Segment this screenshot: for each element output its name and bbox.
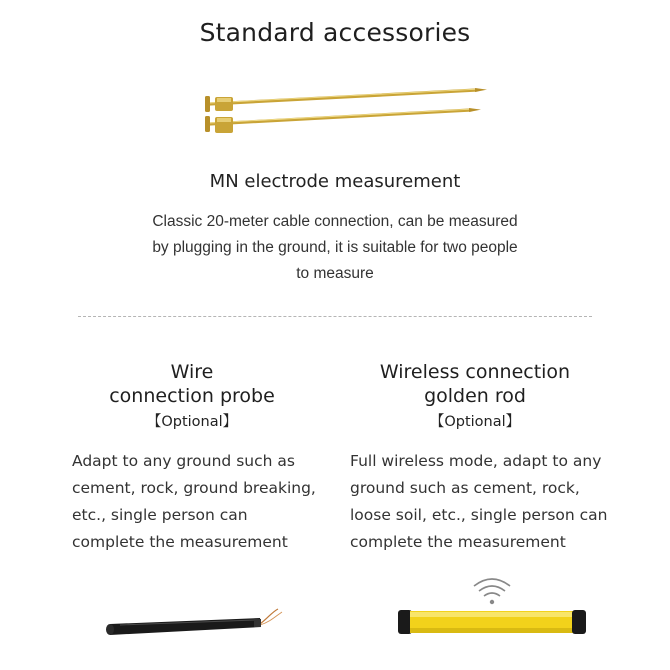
right-option-title-line: golden rod bbox=[424, 385, 526, 407]
electrode-rod-top bbox=[205, 88, 487, 112]
mn-description-line: Classic 20-meter cable connection, can be measured bbox=[152, 213, 518, 230]
golden-rod-icon bbox=[392, 572, 592, 642]
wire-probe-icon bbox=[100, 598, 290, 648]
wireless-signal-icon bbox=[474, 579, 510, 604]
mn-section-description bbox=[120, 209, 550, 287]
left-description-line: Adapt to any ground such as bbox=[72, 452, 295, 470]
left-option-title-line: Wire bbox=[170, 361, 214, 383]
left-option-title-line: connection probe bbox=[109, 385, 275, 407]
right-option-optional-label: 【Optional】 bbox=[429, 414, 521, 430]
left-option-description bbox=[72, 448, 342, 556]
left-description-line: etc., single person can bbox=[72, 506, 248, 524]
left-option-header bbox=[72, 360, 312, 431]
left-option-optional-label: 【Optional】 bbox=[146, 414, 238, 430]
mn-description-line: by plugging in the ground, it is suitable for two people bbox=[152, 239, 518, 256]
right-option-description bbox=[350, 448, 630, 556]
electrode-rods-icon bbox=[195, 80, 495, 140]
mn-description-line: to measure bbox=[296, 265, 374, 282]
electrode-rod-bottom bbox=[205, 108, 481, 133]
left-description-line: cement, rock, ground breaking, bbox=[72, 479, 316, 497]
right-description-line: ground such as cement, rock, bbox=[350, 479, 580, 497]
right-description-line: Full wireless mode, adapt to any bbox=[350, 452, 602, 470]
right-description-line: loose soil, etc., single person can bbox=[350, 506, 608, 524]
right-option-header bbox=[355, 360, 595, 431]
section-divider bbox=[78, 316, 592, 317]
left-description-line: complete the measurement bbox=[72, 533, 288, 551]
mn-section-title: MN electrode measurement bbox=[209, 171, 461, 192]
page-title: Standard accessories bbox=[199, 18, 471, 47]
right-description-line: complete the measurement bbox=[350, 533, 566, 551]
right-option-title-line: Wireless connection bbox=[379, 361, 571, 383]
